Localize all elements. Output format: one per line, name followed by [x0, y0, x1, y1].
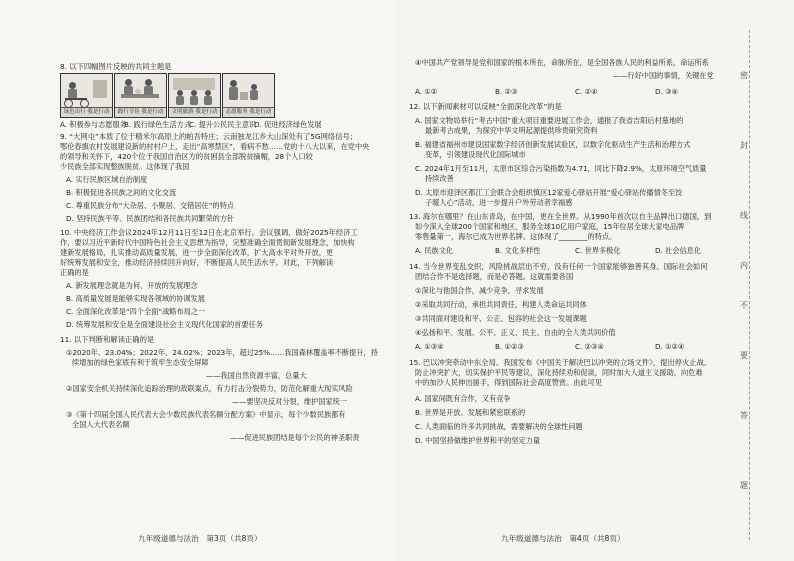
- q14-option-b: B. ①②③: [495, 342, 524, 351]
- q12-stem: 12. 以下新闻素材可以反映“全面深化改革”的是: [409, 102, 562, 111]
- q15-option-b: B. 世界是开放、发展和紧密联系的: [415, 408, 526, 417]
- q8-caption-3: 文明旅游 我是行动: [169, 107, 220, 117]
- binding-char: 不: [740, 301, 748, 310]
- binding-char: 密: [740, 71, 748, 80]
- q11-item-2-note: ——要坚决反对分裂，维护国家统一: [232, 397, 348, 406]
- q11-item-2a: ②国家安全机关持续深化追踪治理的敌联案点，有力打击分裂势力，防范化解重大现实风险: [66, 384, 353, 393]
- q12-option-b-1: B. 福建省福州市建设国家数字经济创新发展试验区，以数字化驱动生产生活和治理方式: [415, 140, 691, 149]
- q8-option-c: C. 提升公民民主意识: [189, 120, 257, 129]
- q11-item-1a: ①2020年、23.04%；2022年、24.02%；2023年，超过25%……我国森林覆盖率不断提升，持: [66, 348, 378, 357]
- q15-line-1: 15. 巴以冲突牵动中东全局。我国发布《中国关于解决巴以冲突的立场文件》，提出停火止战、: [409, 358, 712, 367]
- q11-option-c: C. ②④: [575, 87, 598, 96]
- q8-image-1: [60, 73, 113, 118]
- q15-option-c: C. 人类面临的许多共同挑战，需要解决的全球性问题: [415, 422, 583, 431]
- page-footer-left: 九年级道德与法治 第3页（共8页）: [138, 534, 262, 543]
- q12-option-a-2: 最新考古成果，为探究中华文明起源提供珍贵研究资料: [425, 126, 598, 135]
- q13-line-2: 如今深入全球200个国家和地区，服务全球10亿用户家庭，15年位居全球大家电品牌: [415, 222, 685, 231]
- q10-line-2: 作，要以习近平新时代中国特色社会主义思想为指导，完整准确全面贯彻新发展理念，加快构: [60, 238, 355, 247]
- q9-line-1: 9. “大网屯”本质了位于精米尔高原上的帕吾特庄；云南独龙江乡大山深处有了5G网络信号；: [60, 132, 358, 141]
- q10-line-3: 建新发展格局，扎实推动高质量发展，进一步全面深化改革，扩大高水平对外开放，更: [60, 248, 334, 257]
- q11-stem: 11. 以下判断和解读正确的是: [60, 335, 155, 344]
- q11-option-a: A. ①②: [415, 87, 438, 96]
- q14-item-3: ③共同面对建设和平、公正、包容的社会这一发展课题: [415, 314, 587, 323]
- q9-line-4: 少民族全部实现整族脱贫。这体现了我国: [60, 162, 190, 171]
- q8-stem: 8. 以下四幅图片反映的共同主题是: [60, 62, 172, 71]
- q15-line-2: 防止冲突扩大，切实保护平民等建议，深化持续劝和促谈，同时加大人道主义援助，向危难: [415, 368, 703, 377]
- q8-option-d: D. 促进经济绿色发展: [254, 120, 322, 129]
- q8-image-2: [114, 73, 167, 118]
- q11-item-3a: ③《第十四届全国人民代表大会少数民族代表名额分配方案》中显示，每个少数民族都有: [66, 410, 346, 419]
- q14-option-c: C. ②③④: [575, 342, 604, 351]
- q10-option-b: B. 高质量发展是能够实现各领域的协调发展: [66, 294, 205, 303]
- q8-caption-2: 践行节俭 我是行动: [115, 107, 166, 117]
- q11-item-3-note: ——促进民族团结是每个公民的神圣职责: [230, 433, 360, 442]
- q12-option-d-2: 子暖人心”活动，进一步提升户外劳动者幸福感: [425, 198, 573, 207]
- page-footer-right: 九年级道德与法治 第4页（共8页）: [501, 534, 625, 543]
- q11-item-3b: 全国人大代表名额: [72, 420, 130, 429]
- binding-strip: [740, 30, 754, 540]
- binding-char: 封: [740, 141, 748, 150]
- q8-caption-4: 志愿服务 我是行动: [223, 107, 274, 117]
- q9-option-d: D. 坚持民族平等、民族团结和各民族共同繁荣的方针: [66, 214, 235, 223]
- q13-line-3: 零售量第一，海尔已成为世界名牌。这体现了________的特点。: [415, 232, 617, 241]
- q8-caption-1: 绿色出行 我是行动: [61, 107, 112, 117]
- q15-option-d: D. 中国坚持做维护世界和平的坚定力量: [415, 436, 541, 445]
- q10-option-d: D. 统筹发展和安全是全面建设社会主义现代化国家的首要任务: [66, 320, 263, 329]
- q11-item-1-note: ——我国自然资源丰富，总量大: [206, 371, 307, 380]
- q15-option-a: A. 国家间既有合作，又有竞争: [415, 394, 511, 403]
- q11-item-4-note: ——行好中国的事情，关键在党: [613, 71, 714, 80]
- binding-char: 题: [740, 481, 748, 490]
- q8-option-b: B. 践行绿色生活方式: [124, 120, 192, 129]
- q10-option-c: C. 全面深化改革是“四个全面”战略布局之一: [66, 307, 206, 316]
- q8-image-3: [168, 73, 221, 118]
- q13-option-c: C. 世界多极化: [575, 246, 621, 255]
- q9-option-b: B. 积极促进各民族之间的文化交流: [66, 188, 177, 197]
- q9-option-c: C. 尊重民族分布“大杂居、小聚居、交错居住”的特点: [66, 201, 234, 210]
- q11-option-b: B. ②③: [495, 87, 518, 96]
- q10-line-1: 10. 中央经济工作会议2024年12月11日至12日在北京举行。会议强调，做好2025年经济工: [60, 228, 358, 237]
- q12-option-b-2: 变革，引领建设现代化国际城市: [425, 150, 526, 159]
- q12-option-d-1: D. 太原市迎泽区都江工会联合会组织慎区12家爱心驿站开展“爱心驿站传播情冬至饺: [415, 188, 683, 197]
- q12-option-c-1: C. 2024年1月至11月，太原市区综合污染指数为4.71，同比下降2.9%，太原环境空气质量: [415, 164, 707, 173]
- q12-option-c-2: 持续改善: [425, 174, 454, 183]
- q11-item-4a: ④中国共产党领导是党和国家的根本所在，命脉所在，是全国各族人民的利益所系，命运所系: [415, 58, 709, 67]
- q14-item-4: ④弘扬和平、发展、公平、正义、民主、自由的全人类共同价值: [415, 328, 616, 337]
- q13-line-1: 13. 海尔在哪里？在山东青岛，在中国，更在全世界。从1990年首次以自主品牌出口德国，到: [409, 212, 712, 221]
- q10-option-a: A. 新发展理念就是为何、开放的发展理念: [66, 281, 198, 290]
- q14-item-1: ①深化与他国合作，减少竞争，寻求发展: [415, 286, 544, 295]
- binding-char: 线: [740, 211, 748, 220]
- q10-line-5: 正确的是: [60, 268, 89, 277]
- q13-option-d: D. 社会信息化: [655, 246, 702, 255]
- q13-option-a: A. 民族文化: [415, 246, 454, 255]
- q8-image-4: [222, 73, 275, 118]
- q9-line-2: 鄂伦春旗农村发展建设新的村村户上，走出“高寒禁区”，看病不愁……党的十八大以来，在党中央: [60, 142, 370, 151]
- q14-line-2: 团结合作不是选择题，而是必答题。这就需要各国: [415, 272, 574, 281]
- q9-option-a: A. 实行民族区域自治制度: [66, 175, 148, 184]
- q9-line-3: 的领导和关怀下，420个位于我国自治区方的贫困县全部脱贫摘帽，28个人口较: [60, 152, 313, 161]
- q14-option-d: D. ①②④: [655, 342, 685, 351]
- q8-option-a: A. 积极参与志愿服务: [60, 120, 127, 129]
- q13-option-b: B. 文化多样性: [495, 246, 541, 255]
- q10-line-4: 好统筹发展和安全，推动经济持续回升向好，不断提高人民生活水平。对此，下列解读: [60, 258, 334, 267]
- binding-char: 内: [740, 261, 748, 270]
- q11-item-1b: 续增加的绿色家底有利于筑牢生态安全屏障: [72, 358, 209, 367]
- q14-item-2: ②采取共同行动，承担共同责任，构建人类命运共同体: [415, 300, 587, 309]
- q14-line-1: 14. 当今世界变乱交织，风险挑战层出不穷，没有任何一个国家能够独善其身。国际社会如何: [409, 262, 708, 271]
- binding-char: 要: [740, 351, 748, 360]
- q15-line-3: 中的加沙人民伸出援手，得到国际社会高度赞赏。由此可见: [415, 378, 602, 387]
- q12-option-a-1: A. 国家文物局举行“考古中国”重大项目重要进展工作会，通报了我省吉阳后村墓地的: [415, 116, 684, 125]
- q14-option-a: A. ①③④: [415, 342, 444, 351]
- binding-char: 答: [740, 411, 748, 420]
- q11-option-d: D. ③④: [655, 87, 678, 96]
- right-page: [397, 0, 794, 561]
